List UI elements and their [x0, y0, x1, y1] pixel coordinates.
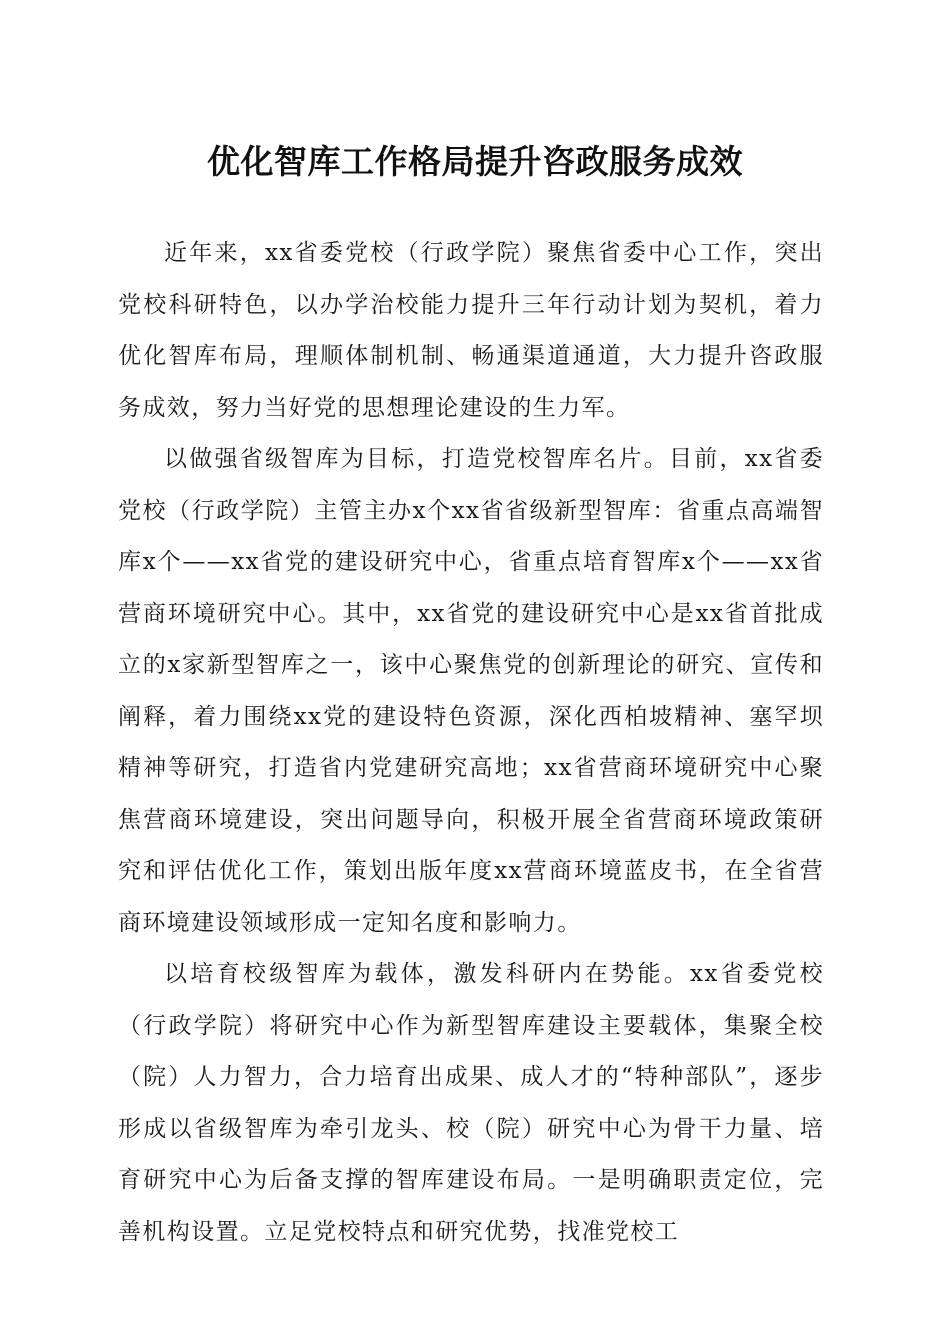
- paragraph-2: 以做强省级智库为目标，打造党校智库名片。目前，xx省委党校（行政学院）主管主办x个xx省省级新型智库：省重点高端智库x个——xx省党的建设研究中心，省重点培育智库x个——xx省营商环境研究中心。其中，xx省党的建设研究中心是xx省首批成立的x家新型智库之一，该中心聚焦党的创新理论的研究、宣传和阐释，着力围绕xx党的建设特色资源，深化西柏坡精神、塞罕坝精神等研究，打造省内党建研究高地；xx省营商环境研究中心聚焦营商环境建设，突出问题导向，积极开展全省营商环境政策研究和评估优化工作，策划出版年度xx营商环境蓝皮书，在全省营商环境建设领域形成一定知名度和影响力。: [118, 446, 824, 936]
- paragraph-3: 以培育校级智库为载体，激发科研内在势能。xx省委党校（行政学院）将研究中心作为新型智库建设主要载体，集聚全校（院）人力智力，合力培育出成果、成人才的“特种部队”，逐步形成以省级智库为牵引龙头、校（院）研究中心为骨干力量、培育研究中心为后备支撑的智库建设布局。一是明确职责定位，完善机构设置。立足党校特点和研究优势，找准党校工: [118, 961, 824, 1245]
- document-body: [118, 228, 824, 1258]
- document-title: 优化智库工作格局提升咨政服务成效: [207, 142, 743, 181]
- paragraph-1: 近年来，xx省委党校（行政学院）聚焦省委中心工作，突出党校科研特色，以办学治校能力提升三年行动计划为契机，着力优化智库布局，理顺体制机制、畅通渠道通道，大力提升咨政服务成效，努力当好党的思想理论建设的生力军。: [118, 240, 824, 421]
